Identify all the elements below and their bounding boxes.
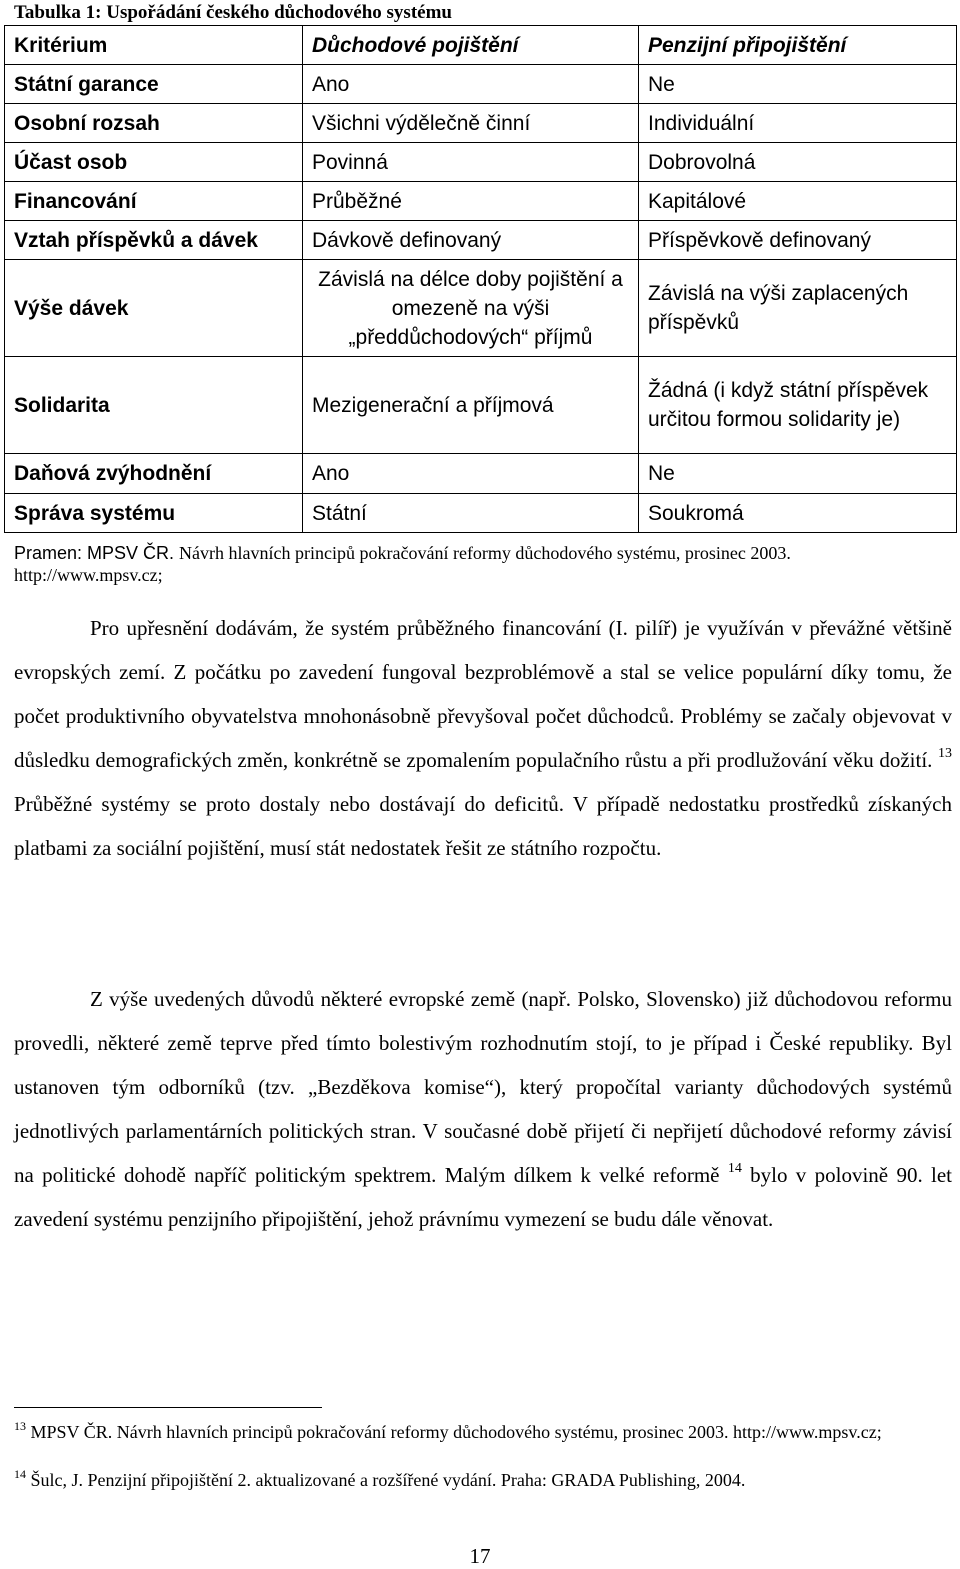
- footnote-reference[interactable]: 14: [727, 1161, 742, 1176]
- footnote: [14, 1421, 944, 1443]
- table-cell: Mezigenerační a příjmová: [303, 357, 639, 454]
- table-header-pension-insurance: Důchodové pojištění: [303, 26, 639, 65]
- table-cell: Soukromá: [639, 494, 957, 533]
- table-cell: Ne: [639, 454, 957, 494]
- table-row: [5, 357, 957, 454]
- table-header-criterion: Kritérium: [5, 26, 303, 65]
- paragraph-text: bylo v polovině 90. let zavedení systému penzijního připojištění, jehož právnímu vymezení se budu dále věnovat.: [14, 1163, 953, 1231]
- pension-system-table: [4, 25, 957, 533]
- table-cell: Solidarita: [5, 357, 303, 454]
- footnote-reference[interactable]: 13: [938, 746, 953, 761]
- table-cell: Žádná (i když státní příspěvek určitou formou solidarity je): [639, 357, 957, 454]
- table-cell: Průběžné: [303, 182, 639, 221]
- footnote-number: 14: [14, 1467, 26, 1481]
- table-cell: Závislá na délce doby pojištění a omezeně na výši „předdůchodových“ příjmů: [303, 260, 639, 357]
- table-cell: Správa systému: [5, 494, 303, 533]
- table-cell: Ano: [303, 65, 639, 104]
- table-cell: Ne: [639, 65, 957, 104]
- table-row: [5, 260, 957, 357]
- table-cell: Daňová zvýhodnění: [5, 454, 303, 494]
- table-cell: Státní: [303, 494, 639, 533]
- table-cell: Výše dávek: [5, 260, 303, 357]
- footnote-text: MPSV ČR. Návrh hlavních principů pokračování reformy důchodového systému, prosinec 2003. http://www.mpsv.cz;: [30, 1422, 882, 1442]
- table-cell: Účast osob: [5, 143, 303, 182]
- table-cell: Dobrovolná: [639, 143, 957, 182]
- paragraph-text: Pro upřesnění dodávám, že systém průběžného financování (I. pilíř) je využíván v převážné většině evropských zemí. Z počátku po zavedení fungoval bezproblémově a stal se velice populární díky tomu, že počet produktivního obyvatelstva mnohonásobně převyšoval počet důchodců. Problémy se začaly objevovat v důsledku demografických změn, konkrétně se zpomalením populačního růstu a při prodlužování věku dožití.: [14, 616, 952, 772]
- table-row: [5, 182, 957, 221]
- table-cell: Závislá na výši zaplacených příspěvků: [639, 260, 957, 357]
- table-cell: Povinná: [303, 143, 639, 182]
- table-source: [14, 542, 944, 586]
- body-paragraph: [14, 606, 952, 870]
- table-cell: Vztah příspěvků a dávek: [5, 221, 303, 260]
- table-caption: Tabulka 1: Uspořádání českého důchodového systému: [14, 2, 452, 23]
- table-cell: Osobní rozsah: [5, 104, 303, 143]
- source-text: Návrh hlavních principů pokračování reformy důchodového systému, prosinec 2003. http://www.mpsv.cz;: [14, 543, 791, 585]
- body-paragraph: [14, 977, 952, 1241]
- source-lead: Pramen: MPSV ČR.: [14, 543, 180, 563]
- table-cell: Financování: [5, 182, 303, 221]
- table-row: [5, 454, 957, 494]
- table-row: [5, 65, 957, 104]
- table-cell: Všichni výdělečně činní: [303, 104, 639, 143]
- footnote-separator: [14, 1407, 322, 1408]
- table-header-supplementary-pension: Penzijní připojištění: [639, 26, 957, 65]
- footnote: [14, 1469, 944, 1491]
- paragraph-text: Z výše uvedených důvodů některé evropské země (např. Polsko, Slovensko) již důchodovou reformu provedli, některé země teprve před tímto bolestivým rozhodnutím stojí, to je případ i České republiky. Byl ustanoven tým odborníků (tzv. „Bezděkova komise“), který propočítal varianty důchodových systémů jednotlivých parlamentárních politických stran. V současné době přijetí či nepřijetí důchodové reformy závisí na politické dohodě napříč politickým spektrem. Malým dílkem k velké reformě: [14, 987, 952, 1187]
- table-cell: Státní garance: [5, 65, 303, 104]
- table-cell: Dávkově definovaný: [303, 221, 639, 260]
- table-row: [5, 221, 957, 260]
- footnote-number: 13: [14, 1419, 26, 1433]
- paragraph-text: Průběžné systémy se proto dostaly nebo dostávají do deficitů. V případě nedostatku prostředků získaných platbami za sociální pojištění, musí stát nedostatek řešit ze státního rozpočtu.: [14, 792, 952, 860]
- table-row: [5, 494, 957, 533]
- table-row: [5, 104, 957, 143]
- table-cell: Kapitálové: [639, 182, 957, 221]
- table-cell: Příspěvkově definovaný: [639, 221, 957, 260]
- table-cell: Ano: [303, 454, 639, 494]
- footnote-text: Šulc, J. Penzijní připojištění 2. aktualizované a rozšířené vydání. Praha: GRADA Publishing, 2004.: [30, 1470, 746, 1490]
- page-number: 17: [469, 1544, 491, 1568]
- table-cell: Individuální: [639, 104, 957, 143]
- table-row: [5, 143, 957, 182]
